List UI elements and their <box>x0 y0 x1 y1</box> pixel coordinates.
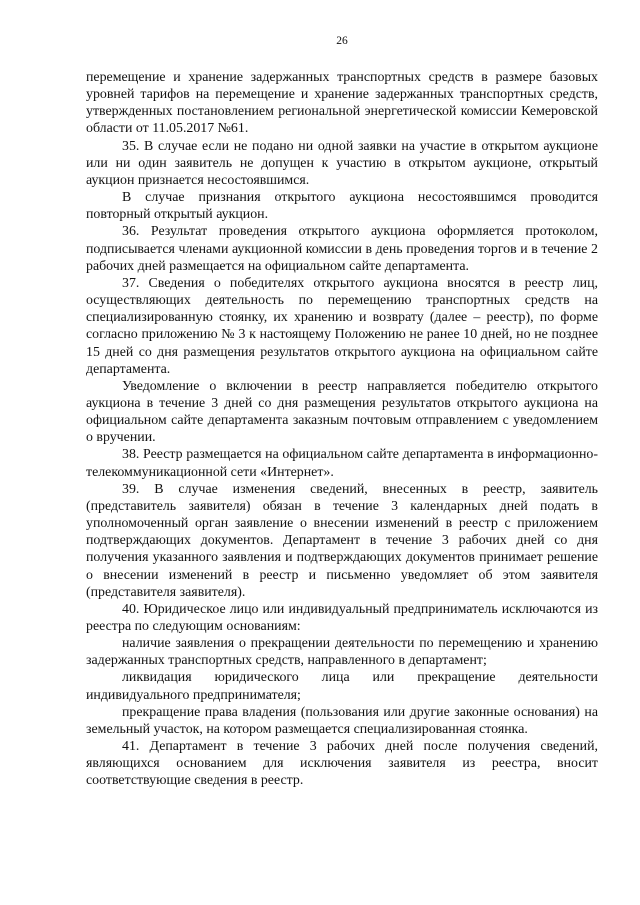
paragraph-item-37: 37. Сведения о победителях открытого аукциона вносятся в реестр лиц, осуществляющих деятельность по перемещению транспортных средств на специализированную стоянку, их хранению и возврату (далее – реестр), по форме согласно приложению № 3 к настоящему Положению не ранее 10 дней, но не позднее 15 дней со дня размещения результатов открытого аукциона на официальном сайте департамента. <box>86 275 598 377</box>
paragraph-item-40: 40. Юридическое лицо или индивидуальный предприниматель исключаются из реестра по следующим основаниям: <box>86 601 598 634</box>
paragraph-item-41: 41. Департамент в течение 3 рабочих дней после получения сведений, являющихся основанием для исключения заявителя из реестра, вносит соответствующие сведения в реестр. <box>86 739 598 789</box>
paragraph-repeat-auction: В случае признания открытого аукциона несостоявшимся проводится повторный открытый аукцион. <box>86 190 598 223</box>
paragraph-ground-land-rights: прекращение права владения (пользования или другие законные основания) на земельный участок, на котором размещается специализированная стоянка. <box>86 704 598 737</box>
paragraph-ground-liquidation: ликвидация юридического лица или прекращение деятельности индивидуального предпринимателя; <box>86 670 598 703</box>
paragraph-continuation: перемещение и хранение задержанных транспортных средств в размере базовых уровней тарифов на перемещение и хранение задержанных транспортных средств, утвержденных постановлением региональной энергетической комиссии Кемеровской области от 11.05.2017 №61. <box>86 70 598 137</box>
paragraph-item-35: 35. В случае если не подано ни одной заявки на участие в открытом аукционе или ни один заявитель не допущен к участию в открытом аукционе, открытый аукцион признается несостоявшимся. <box>86 138 598 188</box>
paragraph-item-39: 39. В случае изменения сведений, внесенных в реестр, заявитель (представитель заявителя) обязан в течение 3 календарных дней подать в уполномоченный орган заявление о внесении изменений в реестр с приложением подтверждающих документов. Департамент в течение 3 рабочих дней со дня получения указанного заявления и подтверждающих документов принимает решение о внесении изменений в реестр и письменно уведомляет об этом заявителя (представителя заявителя). <box>86 481 598 600</box>
page-number: 26 <box>336 35 348 47</box>
document-body <box>86 69 598 790</box>
paragraph-notification: Уведомление о включении в реестр направляется победителю открытого аукциона в течение 3 дней со дня размещения результатов открытого аукциона на официальном сайте департамента заказным почтовым отправлением с уведомлением о вручении. <box>86 378 598 446</box>
paragraph-item-36: 36. Результат проведения открытого аукциона оформляется протоколом, подписывается членами аукционной комиссии в день проведения торгов и в течение 2 рабочих дней размещается на официальном сайте департамента. <box>86 224 598 274</box>
paragraph-item-38: 38. Реестр размещается на официальном сайте департамента в информационно-телекоммуникационной сети «Интернет». <box>86 447 598 480</box>
paragraph-ground-application: наличие заявления о прекращении деятельности по перемещению и хранению задержанных транспортных средств, направленного в департамент; <box>86 636 598 669</box>
